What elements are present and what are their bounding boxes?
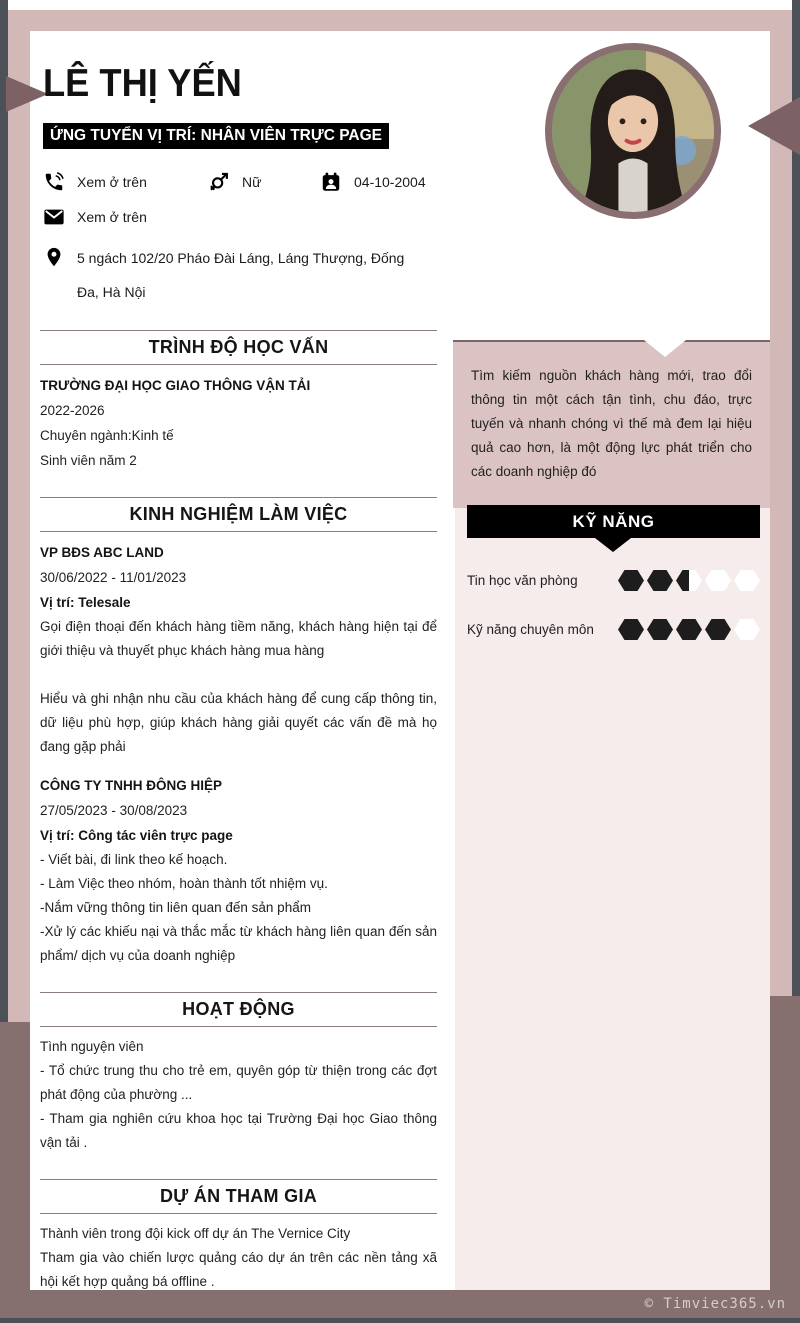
experience-heading: KINH NGHIỆM LÀM VIỆC (129, 504, 348, 524)
job-period: 27/05/2023 - 30/08/2023 (40, 803, 188, 818)
rating-hexagon (676, 570, 702, 591)
candidate-name: LÊ THỊ YẾN (43, 62, 242, 105)
main-column (40, 330, 437, 1318)
education-school: TRƯỜNG ĐẠI HỌC GIAO THÔNG VẬN TẢI (40, 378, 311, 393)
rating-hexagon (705, 619, 731, 640)
skill-row (467, 570, 760, 591)
career-objective-box (453, 340, 770, 508)
career-objective-text: Tìm kiếm nguồn khách hàng mới, trao đổi thông tin một cách tận tình, chu đáo, trực tuyến và nhanh chóng vì thế mà đem lại hiệu quả cao hơn, là một động lực phát triển cho các doanh nghiệp đó (471, 368, 752, 479)
rating-hexagon (647, 570, 673, 591)
bottom-edge-strip (0, 1318, 800, 1323)
skill-row (467, 619, 760, 640)
job-entry (40, 773, 437, 968)
address-value: 5 ngách 102/20 Pháo Đài Láng, Láng Thượng, Đống Đa, Hà Nội (77, 250, 405, 300)
rating-hexagon (618, 570, 644, 591)
divider (40, 1026, 437, 1027)
job-role: Vị trí: Telesale (40, 595, 131, 610)
contact-row-1 (43, 171, 463, 193)
section-education (40, 330, 437, 473)
job-company: CÔNG TY TNHH ĐÔNG HIỆP (40, 778, 223, 793)
profile-photo-placeholder (552, 50, 714, 212)
divider (40, 992, 437, 993)
contact-address (43, 241, 407, 309)
mail-icon (43, 206, 65, 228)
job-entry (40, 540, 437, 759)
objective-box-notch (644, 340, 686, 357)
skills-header (467, 505, 760, 538)
education-status: Sinh viên năm 2 (40, 453, 137, 468)
skill-rating (615, 619, 760, 640)
email-value: Xem ở trên (77, 209, 147, 225)
calendar-icon (320, 171, 342, 193)
phone-icon (43, 171, 65, 193)
rating-hexagon (647, 619, 673, 640)
right-arrow-decoration (748, 97, 800, 155)
activities-heading: HOẠT ĐỘNG (182, 999, 295, 1019)
location-icon (43, 246, 65, 268)
applied-position: ỨNG TUYỂN VỊ TRÍ: NHÂN VIÊN TRỰC PAGE (43, 123, 389, 149)
divider (40, 497, 437, 498)
frame-top-band (8, 10, 792, 31)
section-projects (40, 1179, 437, 1294)
rating-hexagon (618, 619, 644, 640)
contact-info (43, 171, 463, 309)
rating-hexagon (705, 570, 731, 591)
activities-content: Tình nguyện viên - Tổ chức trung thu cho trẻ em, quyên góp từ thiện trong các đợt phát động của phường ... - Tham gia nghiên cứu khoa học tại Trường Đại học Giao thông vận tải . (40, 1039, 437, 1150)
contact-row-3 (43, 241, 463, 309)
divider (40, 1179, 437, 1180)
contact-email (43, 206, 147, 228)
skill-label: Tin học văn phòng (467, 573, 578, 588)
cv-header (43, 62, 463, 322)
section-experience (40, 497, 437, 968)
job-company: VP BĐS ABC LAND (40, 545, 164, 560)
watermark-text: © Timviec365.vn (644, 1296, 786, 1312)
gender-icon (208, 171, 230, 193)
job-description: Gọi điện thoại đến khách hàng tiềm năng, khách hàng hiện tại để giới thiệu và thuyết phục khách hàng mua hàng Hiểu và ghi nhận nhu cầu của khách hàng để cung cấp thông tin, dữ liệu phù hợp, giúp khách hàng giải quyết các vấn đề mà họ đang gặp phải (40, 619, 437, 754)
rating-hexagon (734, 619, 760, 640)
frame-left-bottom-band (0, 1022, 30, 1318)
contact-phone (43, 171, 208, 193)
contact-birthday (320, 171, 426, 193)
education-heading: TRÌNH ĐỘ HỌC VẤN (148, 337, 329, 357)
contact-gender (208, 171, 320, 193)
education-years: 2022-2026 (40, 403, 105, 418)
rating-hexagon (676, 619, 702, 640)
footer-bar (0, 1290, 800, 1318)
skills-section (467, 505, 760, 640)
divider (40, 364, 437, 365)
skills-heading: KỸ NĂNG (572, 512, 655, 531)
education-major: Chuyên ngành:Kinh tế (40, 428, 174, 443)
frame-right-bottom-band (770, 996, 800, 1318)
contact-row-2 (43, 206, 463, 228)
projects-content: Thành viên trong đội kick off dự án The Vernice City Tham gia vào chiến lược quảng cáo dự án trên các nền tảng xã hội kết hợp quảng bá offline . (40, 1226, 437, 1289)
divider (40, 531, 437, 532)
left-arrow-decoration (6, 76, 48, 112)
job-description: - Viết bài, đi link theo kế hoạch. - Làm Việc theo nhóm, hoàn thành tốt nhiệm vụ. -Nắm vững thông tin liên quan đến sản phẩm -Xử lý các khiếu nại và thắc mắc từ khách hàng liên quan đến sản phẩm/ dịch vụ của doanh nghiệp (40, 852, 437, 963)
skill-label: Kỹ năng chuyên môn (467, 622, 594, 637)
skill-rating (615, 570, 760, 591)
gender-value: Nữ (242, 174, 262, 190)
job-period: 30/06/2022 - 11/01/2023 (40, 570, 187, 585)
divider (40, 1213, 437, 1214)
projects-heading: DỰ ÁN THAM GIA (159, 1186, 318, 1206)
job-role: Vị trí: Công tác viên trực page (40, 828, 233, 843)
frame-left-band (8, 10, 30, 1022)
rating-hexagon (734, 570, 760, 591)
birthday-value: 04-10-2004 (354, 174, 426, 190)
frame-right-band (770, 10, 792, 996)
section-activities (40, 992, 437, 1155)
divider (40, 330, 437, 331)
profile-photo (545, 43, 721, 219)
left-edge-strip (0, 0, 8, 1030)
skills-header-notch (595, 538, 631, 552)
phone-value: Xem ở trên (77, 174, 147, 190)
